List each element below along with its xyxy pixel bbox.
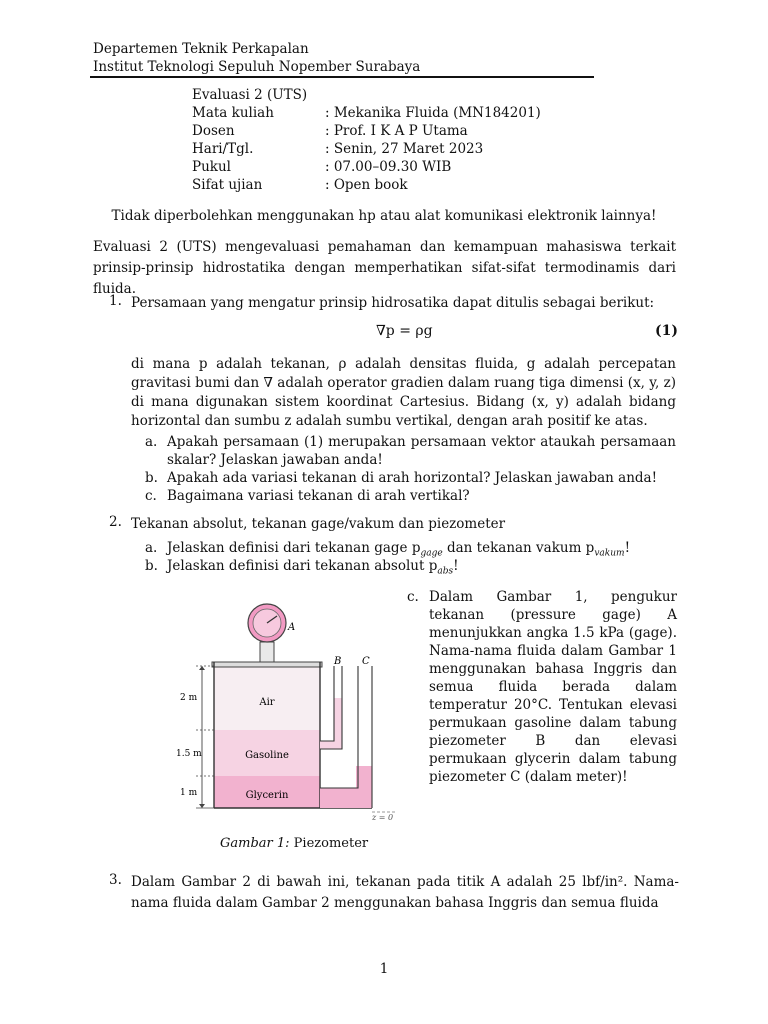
question-2-text: Tekanan absolut, tekanan gage/vakum dan piezometer (131, 516, 506, 532)
label-c: C (362, 656, 370, 667)
question-3-text: Dalam Gambar 2 di bawah ini, tekanan pada titik A adalah 25 lbf/in². Nama-nama fluida dalam Gambar 2 menggunakan bahasa Inggris dan semua fluida (131, 874, 679, 911)
dim-1-5m: 1.5 m (176, 749, 202, 759)
info-row: Pukul : 07.00–09.30 WIB (192, 159, 452, 175)
question-2-item-c: c. Dalam Gambar 1, pengukur tekanan (pressure gage) A menunjukkan angka 1.5 kPa (gage). Nama-nama fluida dalam Gambar 1 menggunakan bahasa Inggris dan semua fluida berada dalam temperatur 20°C. Tentukan elevasi permukaan gasoline dalam tabung piezometer B dan elevasi permukaan glycerin dalam tabung piezometer C (dalam meter)! (407, 589, 677, 785)
institute-name: Institut Teknologi Sepuluh Nopember Surabaya (93, 59, 421, 75)
label-gasoline: Gasoline (245, 750, 289, 761)
question-1-text: Persamaan yang mengatur prinsip hidrosatika dapat ditulis sebagai berikut: (131, 295, 655, 311)
question-3: 3. Dalam Gambar 2 di bawah ini, tekanan pada titik A adalah 25 lbf/in². Nama-nama fluida dalam Gambar 2 menggunakan bahasa Inggris dan semua fluida (109, 872, 679, 914)
figure-caption: Gambar 1: Piezometer (220, 836, 369, 851)
piezometer-figure (176, 598, 400, 830)
equation-1: ∇p = ρg (376, 323, 433, 339)
page-number: 1 (379, 961, 389, 977)
question-1: 1. Persamaan yang mengatur prinsip hidrosatika dapat ditulis sebagai berikut: (109, 293, 679, 314)
label-a: A (288, 622, 296, 633)
list-item: a. Apakah persamaan (1) merupakan persamaan vektor ataukah persamaan skalar? Jelaskan jawaban anda! (145, 434, 676, 468)
tank-lid (212, 662, 322, 667)
dim-1m: 1 m (180, 788, 198, 798)
question-2-item-a: a. Jelaskan definisi dari tekanan gage $p_{gage}$ dan tekanan vakum $p_{vakum}$! (145, 540, 630, 559)
question-2-item-b: b. Jelaskan definisi dari tekanan absolut $p_{abs}$! (145, 558, 459, 577)
equation-number: (1) (655, 323, 678, 339)
info-row: Sifat ujian : Open book (192, 177, 408, 193)
info-row: Hari/Tgl. : Senin, 27 Maret 2023 (192, 141, 484, 157)
warning-text: Tidak diperbolehkan menggunakan hp atau alat komunikasi elektronik lainnya! (111, 208, 657, 224)
exam-title: Evaluasi 2 (UTS) (192, 87, 308, 103)
question-1-items (145, 433, 676, 505)
header-rule (90, 76, 594, 78)
exam-info (192, 86, 541, 194)
label-air: Air (259, 697, 275, 708)
info-row: Dosen : Prof. I K A P Utama (192, 123, 468, 139)
question-1-explanation: di mana p adalah tekanan, ρ adalah densitas fluida, g adalah percepatan gravitasi bumi dan ∇ adalah operator gradien dalam ruang tiga dimensi (x, y, z) di mana digunakan sistem koordinat Cartesius. Bidang (x, y) adalah bidang horizontal dan sumbu z adalah sumbu vertikal, dengan arah positif ke atas. (131, 356, 676, 429)
list-item: c. Bagaimana variasi tekanan di arah vertikal? (145, 488, 470, 504)
intro-paragraph: Evaluasi 2 (UTS) mengevaluasi pemahaman dan kemampuan mahasiswa terkait prinsip-prinsip hidrostatika dengan memperhatikan sifat-sifat termodinamis dari fluida. (93, 239, 676, 297)
label-b: B (334, 656, 342, 667)
datum-label: z = 0 (372, 813, 394, 822)
dim-2m: 2 m (180, 693, 198, 703)
question-2: 2. Tekanan absolut, tekanan gage/vakum dan piezometer (109, 514, 679, 535)
piezometer-b-inner (320, 666, 334, 741)
department-name: Departemen Teknik Perkapalan (93, 41, 309, 57)
info-row: Mata kuliah : Mekanika Fluida (MN184201) (192, 105, 541, 121)
gage-stem (260, 642, 274, 662)
label-glycerin: Glycerin (245, 790, 289, 801)
list-item: b. Apakah ada variasi tekanan di arah horizontal? Jelaskan jawaban anda! (145, 470, 658, 486)
